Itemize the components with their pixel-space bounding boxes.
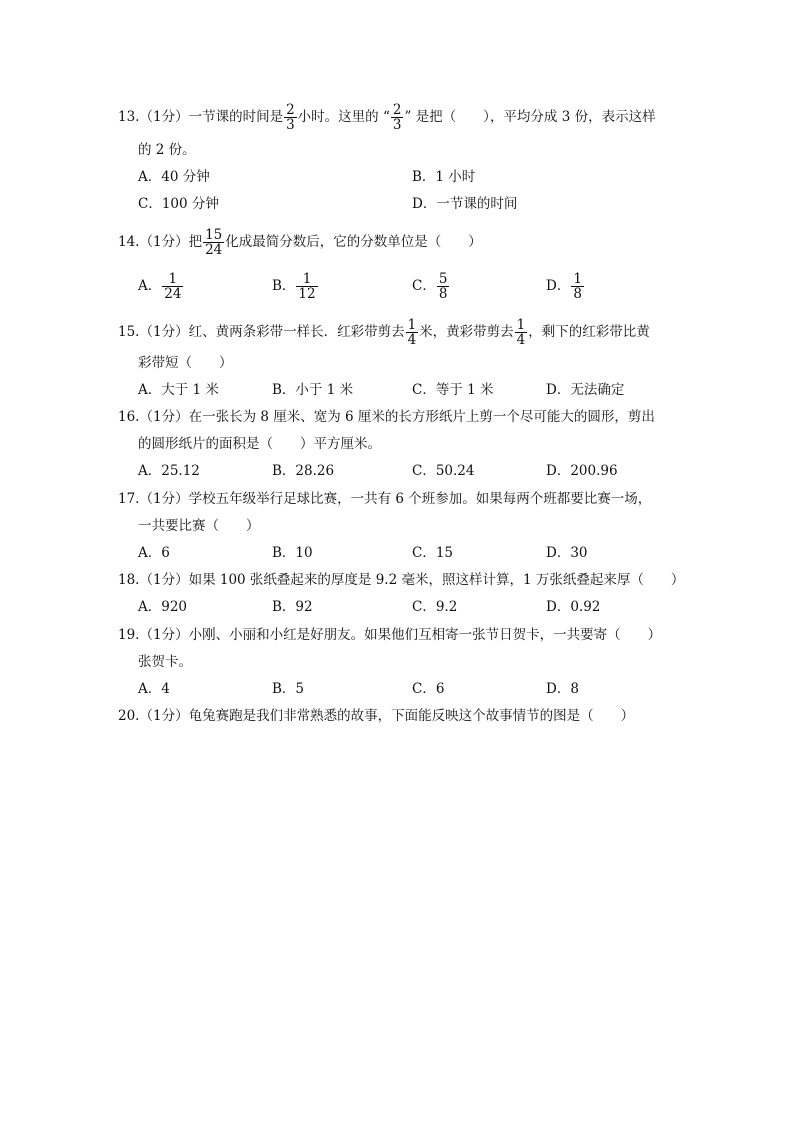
option-b[interactable]: B．小于 1 米 xyxy=(272,382,354,398)
question-score: （1分） xyxy=(139,109,189,125)
question-number: 15. xyxy=(118,324,140,340)
option-a[interactable]: A．25.12 xyxy=(138,463,200,479)
question-15-line2: 彩带短（ ） xyxy=(138,355,233,371)
option-b[interactable]: B．28.26 xyxy=(272,463,335,479)
question-text: 小刚、小丽和小红是好朋友。如果他们互相寄一张节日贺卡，一共要寄（ ） xyxy=(188,627,662,643)
question-text: 龟兔赛跑是我们非常熟悉的故事，下面能反映这个故事情节的图是（ ） xyxy=(188,708,635,724)
question-text: 小时。这里的 “ xyxy=(297,109,390,125)
fraction-denominator: 8 xyxy=(438,286,448,302)
question-text: ” 是把（ ），平均分成 3 份，表示这样 xyxy=(404,109,656,125)
fraction xyxy=(406,318,419,347)
option-d[interactable]: D．200.96 xyxy=(546,463,618,479)
fraction-numerator: 15 xyxy=(205,227,223,243)
fraction-denominator: 3 xyxy=(392,117,402,133)
fraction-numerator: 1 xyxy=(573,271,582,287)
fraction-numerator: 2 xyxy=(286,102,295,118)
option-d[interactable]: D．一节课的时间 xyxy=(412,196,518,212)
fraction-numerator: 1 xyxy=(407,317,417,333)
fraction-denominator: 24 xyxy=(205,242,223,258)
fraction-numerator: 1 xyxy=(162,272,183,287)
question-text: 化成最简分数后，它的分数单位是（ ） xyxy=(225,234,482,250)
question-number: 13. xyxy=(118,109,140,125)
fraction-numerator: 1 xyxy=(296,272,317,287)
question-text: 红、黄两条彩带一样长．红彩带剪去 xyxy=(188,324,405,340)
option-a[interactable]: A．40 分钟 xyxy=(138,169,210,185)
question-20 xyxy=(118,707,634,725)
option-c[interactable]: C．9.2 xyxy=(412,599,458,615)
fraction xyxy=(203,228,224,257)
fraction xyxy=(515,318,528,347)
question-13-line2: 的 2 份。 xyxy=(138,142,196,158)
fraction xyxy=(571,272,584,301)
fraction xyxy=(162,272,183,301)
question-text: 在一张长为 8 厘米、宽为 6 厘米的长方形纸片上剪一个尽可能大的圆形，剪出 xyxy=(188,409,655,425)
fraction-denominator: 12 xyxy=(298,286,316,302)
question-text: 如果 100 张纸叠起来的厚度是 9.2 毫米，照这样计算，1 万张纸叠起来厚（ ） xyxy=(188,572,685,588)
question-text: 一节课的时间是 xyxy=(188,109,284,125)
option-d[interactable]: D．无法确定 xyxy=(546,382,625,398)
question-score: （1分） xyxy=(139,627,189,643)
question-number: 18. xyxy=(118,572,140,588)
option-d[interactable]: D．30 xyxy=(546,545,588,561)
question-17-line2: 一共要比赛（ ） xyxy=(138,518,260,534)
option-a[interactable]: A．6 xyxy=(138,545,170,561)
fraction xyxy=(296,272,317,301)
fraction-numerator: 5 xyxy=(438,271,448,287)
fraction-denominator: 8 xyxy=(573,286,582,302)
fraction xyxy=(284,103,297,132)
question-18 xyxy=(118,571,684,589)
fraction-denominator: 3 xyxy=(286,117,295,133)
question-19-line2: 张贺卡。 xyxy=(138,654,192,670)
option-b[interactable]: B．5 xyxy=(272,681,305,697)
option-d[interactable] xyxy=(546,272,585,301)
option-a[interactable] xyxy=(138,272,184,301)
option-b[interactable]: B．92 xyxy=(272,599,313,615)
question-19 xyxy=(118,626,661,644)
fraction-numerator: 1 xyxy=(516,317,526,333)
option-d[interactable]: D．8 xyxy=(546,681,579,697)
option-c[interactable]: C．等于 1 米 xyxy=(412,382,494,398)
option-d[interactable]: D．0.92 xyxy=(546,599,601,615)
option-c[interactable]: C．6 xyxy=(412,681,445,697)
fraction xyxy=(437,272,450,301)
option-c[interactable]: C．15 xyxy=(412,545,454,561)
option-a[interactable]: A．4 xyxy=(138,681,170,697)
fraction-denominator: 24 xyxy=(164,286,182,302)
question-text: ，剩下的红彩带比黄 xyxy=(528,324,650,340)
question-score: （1分） xyxy=(139,708,189,724)
option-c[interactable] xyxy=(412,272,450,301)
question-number: 19. xyxy=(118,627,140,643)
option-b[interactable] xyxy=(272,272,319,301)
question-14 xyxy=(118,228,482,257)
option-label: B． xyxy=(272,278,296,294)
question-score: （1分） xyxy=(139,324,189,340)
question-score: （1分） xyxy=(139,491,189,507)
fraction-numerator: 2 xyxy=(392,102,402,118)
question-text: 学校五年级举行足球比赛，一共有 6 个班参加。如果每两个班都要比赛一场， xyxy=(188,491,652,507)
question-number: 14. xyxy=(118,234,140,250)
question-number: 17. xyxy=(118,491,140,507)
question-13 xyxy=(118,103,656,132)
question-score: （1分） xyxy=(139,409,189,425)
option-a[interactable]: A．大于 1 米 xyxy=(138,382,219,398)
fraction-denominator: 4 xyxy=(407,332,417,348)
option-b[interactable]: B．10 xyxy=(272,545,313,561)
question-score: （1分） xyxy=(139,234,189,250)
option-label: D． xyxy=(546,278,571,294)
question-number: 16. xyxy=(118,409,140,425)
question-score: （1分） xyxy=(139,572,189,588)
option-b[interactable]: B．1 小时 xyxy=(412,169,476,185)
fraction-denominator: 4 xyxy=(516,332,526,348)
option-label: A． xyxy=(138,278,162,294)
question-15 xyxy=(118,318,650,347)
option-c[interactable]: C．50.24 xyxy=(412,463,475,479)
question-16 xyxy=(118,408,655,426)
question-text: 米，黄彩带剪去 xyxy=(419,324,514,340)
option-a[interactable]: A．920 xyxy=(138,599,188,615)
option-label: C． xyxy=(412,278,436,294)
question-text: 把 xyxy=(188,234,203,250)
option-c[interactable]: C．100 分钟 xyxy=(138,196,219,212)
question-number: 20. xyxy=(118,708,140,724)
fraction xyxy=(391,103,404,132)
question-16-line2: 的圆形纸片的面积是（ ）平方厘米。 xyxy=(138,436,381,452)
question-17 xyxy=(118,490,651,508)
